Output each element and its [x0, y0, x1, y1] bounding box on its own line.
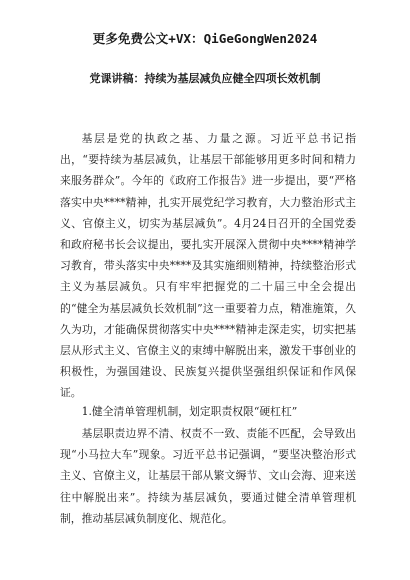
body-paragraph: 基层是党的执政之基、力量之源。习近平总书记指出，“要持续为基层减负，让基层干部能够用更多时间和精力来服务群众”。今年的《政府工作报告》进一步提出，要“严格落实中央****精神，扎实开展党纪学习教育，大力整治形式主义、官僚主义，切实为基层减负”。4月24日召开的全国党委和政府秘书长会议提出，要扎实开展深入贯彻中央****精神学习教育，带头落实中央****及其实施细则精神，持续整治形式主义为基层减负。只有牢牢把握党的二十届三中全会提出的“健全为基层减负长效机制”这一重要着力点，精准施策，久久为功，才能确保贯彻落实中央****精神走深走实，切实把基层从形式主义、官僚主义的束缚中解脱出来，激发干事创业的积极性，为强国建设、民族复兴提供坚强组织保证和作风保证。	[60, 132, 356, 400]
section-heading: 1.健全清单管理机制，划定职责权限“硬杠杠”	[81, 405, 298, 418]
section-paragraph: 基层职责边界不清、权责不一致、责能不匹配，会导致出现“小马拉大车”现象。习近平总书记强调，“要坚决整治形式主义、官僚主义，让基层干部从繁文缛节、文山会海、迎来送往中解脱出来”。持续为基层减负，要通过健全清单管理机制，推动基层减负制度化、规范化。	[60, 427, 356, 525]
watermark-text: 更多免费公文+VX：QiGeGongWen2024	[92, 31, 318, 46]
document-title: 党课讲稿：持续为基层减负应健全四项长效机制	[89, 72, 321, 85]
